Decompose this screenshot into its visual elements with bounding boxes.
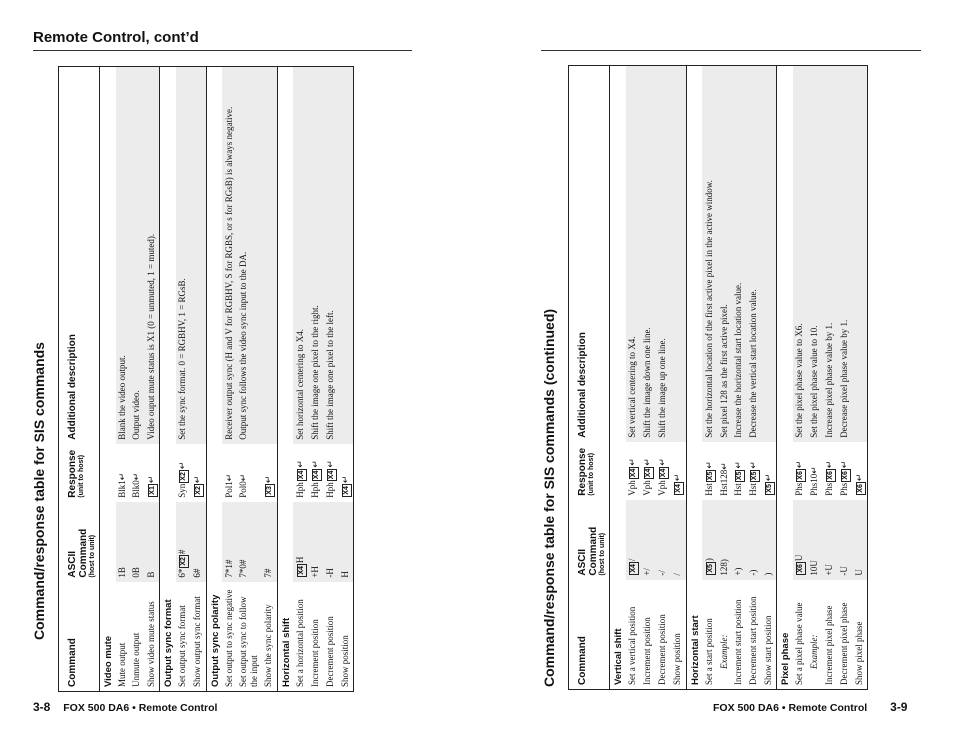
table-row <box>746 66 761 690</box>
variable-box: X4 <box>297 470 305 480</box>
ascii-cell: 7*0# <box>236 502 262 582</box>
command-cell: Show output sync format <box>192 596 202 687</box>
table-row <box>130 67 144 692</box>
description-cell: Shift the image down one line. <box>641 66 656 442</box>
command-cell: Set a horizontal position <box>294 599 305 687</box>
ascii-cell: X4H <box>293 502 308 582</box>
ascii-cell: X6U <box>793 500 808 580</box>
description-cell <box>262 67 278 444</box>
column-header: Response (unit to host) <box>569 442 610 500</box>
section-title: Pixel phase <box>777 66 793 690</box>
ascii-cell: +/ <box>641 500 656 580</box>
description-cell: Blank the video output. <box>116 67 130 444</box>
response-cell: HstX5↵ <box>732 461 743 496</box>
command-table <box>58 66 354 692</box>
header-rule-right <box>541 50 921 51</box>
response-cell: HphX4↵ <box>294 460 305 498</box>
table-row <box>731 66 746 690</box>
ascii-cell: -H <box>323 502 338 582</box>
response-cell: Pol1↵ <box>223 473 234 498</box>
command-cell: Decrement pixel phase <box>838 602 849 685</box>
description-cell <box>761 66 777 442</box>
ascii-cell: X5) <box>702 500 717 580</box>
command-cell: Set output sync format <box>177 605 187 687</box>
table-row <box>761 66 777 690</box>
variable-box: X6 <box>826 471 834 480</box>
table-row <box>808 66 822 690</box>
section-title: Horizontal shift <box>277 67 293 692</box>
ascii-cell: +U <box>822 500 837 580</box>
command-cell: Mute output <box>117 642 127 687</box>
variable-box: X4 <box>342 486 350 495</box>
response-cell: HstX5↵ <box>703 461 714 496</box>
variable-box: X4 <box>675 484 682 493</box>
response-cell: X4↵ <box>672 473 682 493</box>
page-number: 3-8 <box>33 700 51 714</box>
table-row <box>338 67 354 692</box>
table-row <box>222 67 236 692</box>
variable-box: X6 <box>841 471 849 480</box>
column-header: Additional description <box>569 66 610 442</box>
ascii-cell: U <box>852 500 868 580</box>
table-row <box>236 67 262 692</box>
table-row <box>793 66 808 690</box>
variable-box: X4 <box>630 564 637 573</box>
header-row <box>59 67 100 692</box>
section-row <box>277 67 293 692</box>
command-cell: Example: <box>809 634 820 669</box>
description-cell: Shift the image up one line. <box>656 66 671 442</box>
table-row <box>293 67 308 692</box>
description-cell <box>338 67 354 444</box>
section-title: Output sync polarity <box>206 67 222 692</box>
ascii-cell: X4/ <box>626 500 641 580</box>
column-header: ASCII Command (host to unit) <box>59 502 100 582</box>
table-row <box>176 67 191 692</box>
section-row <box>206 67 222 692</box>
response-cell: SynX2↵ <box>177 461 187 498</box>
section-row <box>160 67 176 692</box>
response-cell: HphX4↵ <box>324 460 335 498</box>
description-cell <box>671 66 687 442</box>
variable-box: X4 <box>312 470 320 480</box>
variable-box: X4 <box>630 468 637 478</box>
variable-box: X2 <box>180 472 187 481</box>
response-cell: X1↵ <box>145 475 156 495</box>
variable-box: X1 <box>148 486 156 495</box>
description-cell: Increase the horizontal start location value. <box>731 66 746 442</box>
command-cell: Set a vertical position <box>627 606 637 685</box>
header-rule-left <box>33 50 412 51</box>
description-cell <box>191 67 207 444</box>
table-row <box>262 67 278 692</box>
ascii-cell: 7*1# <box>222 502 236 582</box>
variable-box: X3 <box>266 486 274 495</box>
description-cell: Shift the image one pixel to the left. <box>323 67 338 444</box>
response-cell: PhsX6↵ <box>794 460 805 496</box>
variable-box: X4 <box>660 468 667 478</box>
table-row <box>837 66 852 690</box>
table-row <box>717 66 731 690</box>
response-cell: Blk1↵ <box>117 472 127 498</box>
table-title-left: Command/response table for SIS commands <box>31 342 47 640</box>
description-cell: Set horizontal centering to X4. <box>293 67 308 444</box>
table-row <box>852 66 868 690</box>
variable-box: X5 <box>735 471 743 481</box>
response-cell: Pol0↵ <box>237 473 248 498</box>
command-cell: Show position <box>339 635 350 687</box>
description-cell: Set vertical centering to X4. <box>626 66 641 442</box>
table-row <box>323 67 338 692</box>
footer-text: FOX 500 DA6 • Remote Control <box>713 702 868 714</box>
table-row <box>116 67 130 692</box>
table-row <box>671 66 687 690</box>
ascii-cell: -U <box>837 500 852 580</box>
variable-box: X6 <box>797 564 805 573</box>
variable-box: X4 <box>327 470 335 480</box>
variable-box: X4 <box>297 566 305 575</box>
section-title: Video mute <box>103 635 114 687</box>
command-cell: Example: <box>718 634 729 669</box>
sis-table-left <box>58 66 354 692</box>
page-header: Remote Control, cont’d <box>33 29 199 46</box>
ascii-cell: +) <box>731 500 746 580</box>
response-cell: VphX4↵ <box>657 458 667 496</box>
ascii-cell: 128) <box>717 500 731 580</box>
variable-box: X6 <box>856 484 864 493</box>
command-cell: Set a pixel phase value <box>794 602 805 685</box>
command-cell: Increment start position <box>732 599 743 685</box>
section-row <box>100 67 116 692</box>
description-cell: Set the horizontal location of the first active pixel in the active window. <box>702 66 717 442</box>
description-cell: Shift the image one pixel to the right. <box>308 67 323 444</box>
command-cell: Show the sync polarity <box>263 604 274 687</box>
section-row <box>686 66 702 690</box>
variable-box: X4 <box>645 468 652 478</box>
page-number: 3-9 <box>890 700 908 714</box>
section-title: Horizontal start <box>686 66 702 690</box>
footer-right <box>713 700 917 714</box>
ascii-cell: / <box>671 500 687 580</box>
command-cell: Increment pixel phase <box>823 605 834 685</box>
table-row <box>626 66 641 690</box>
command-cell: Set output to sync negative <box>223 589 234 687</box>
command-cell: Increment position <box>642 617 652 685</box>
command-cell: Decrement position <box>324 616 335 687</box>
table-title-right: Command/response table for SIS commands (continued) <box>541 308 557 687</box>
response-cell: VphX4↵ <box>642 458 652 496</box>
command-cell: Unmute output <box>131 632 142 687</box>
ascii-cell: 10U <box>808 500 822 580</box>
table-row <box>702 66 717 690</box>
section-row <box>777 66 793 690</box>
table-row <box>308 67 323 692</box>
ascii-cell: 7# <box>262 502 278 582</box>
variable-box: X5 <box>750 471 758 481</box>
variable-box: X2 <box>195 486 202 495</box>
ascii-cell: +H <box>308 502 323 582</box>
sis-table-right <box>568 65 868 690</box>
response-cell: VphX4↵ <box>627 458 637 496</box>
table-row <box>191 67 207 692</box>
ascii-cell: 6# <box>191 502 207 582</box>
variable-box: X5 <box>706 564 714 573</box>
ascii-cell: H <box>338 502 354 582</box>
column-header: ASCII Command (host to unit) <box>569 500 610 580</box>
response-cell: PhsX6↵ <box>838 460 849 496</box>
response-cell: X2↵ <box>192 475 202 495</box>
command-cell: Set a start position <box>703 618 714 685</box>
response-cell: X4↵ <box>339 475 350 495</box>
description-cell: Receiver output sync (H and V for RGBHV, S for RGBS, or s for RGsB) is always negative. <box>222 67 236 444</box>
column-header: Command <box>59 582 100 692</box>
description-cell: Decrease pixel phase value by 1. <box>837 66 852 442</box>
description-cell: Increase pixel phase value by 1. <box>822 66 837 442</box>
ascii-cell: 1B <box>116 502 130 582</box>
response-cell: X5↵ <box>762 473 773 493</box>
description-cell: Decrease the vertical start location value. <box>746 66 761 442</box>
response-cell: Blk0↵ <box>131 472 142 498</box>
description-cell: Set the pixel phase value to X6. <box>793 66 808 442</box>
table-row <box>822 66 837 690</box>
command-cell: Decrement start position <box>747 596 758 685</box>
variable-box: X2 <box>180 557 187 566</box>
description-cell: Set the pixel phase value to 10. <box>808 66 822 442</box>
ascii-cell: -) <box>746 500 761 580</box>
table-row <box>656 66 671 690</box>
response-cell: Phs10↵ <box>809 466 820 496</box>
response-cell: HphX4↵ <box>309 460 320 498</box>
ascii-cell: 6*X2# <box>176 502 191 582</box>
command-cell: Increment position <box>309 619 320 687</box>
table-row <box>641 66 656 690</box>
column-header: Response (unit to host) <box>59 444 100 502</box>
ascii-cell: ) <box>761 500 777 580</box>
description-cell: Output video. <box>130 67 144 444</box>
variable-box: X6 <box>797 471 805 480</box>
command-table <box>568 65 868 690</box>
column-header: Command <box>569 580 610 690</box>
table-row <box>144 67 160 692</box>
description-cell: Set pixel 128 as the first active pixel. <box>717 66 731 442</box>
ascii-cell: -/ <box>656 500 671 580</box>
command-cell: Decrement position <box>657 614 667 685</box>
command-cell: Show start position <box>762 615 773 685</box>
variable-box: X5 <box>765 484 773 493</box>
column-header: Additional description <box>59 67 100 444</box>
command-cell: Show position <box>672 633 682 685</box>
section-title: Vertical shift <box>613 628 624 685</box>
response-cell: PhsX6↵ <box>823 460 834 496</box>
footer-text: FOX 500 DA6 • Remote Control <box>63 702 218 714</box>
description-cell: Output sync follows the video sync input to the DA. <box>236 67 262 444</box>
response-cell: X3↵ <box>263 475 274 495</box>
description-cell: Video ouput mute status is X1 (0 = unmuted, 1 = muted). <box>144 67 160 444</box>
section-title: Output sync format <box>160 67 176 692</box>
section-row <box>610 66 626 690</box>
ascii-cell: B <box>144 502 160 582</box>
ascii-cell: 0B <box>130 502 144 582</box>
command-cell: Show video mute status <box>145 601 156 687</box>
description-cell <box>852 66 868 442</box>
response-cell: HstX5↵ <box>747 461 758 496</box>
header-row <box>569 66 610 690</box>
response-cell: Hst128↵ <box>718 462 729 496</box>
response-cell: X6↵ <box>853 473 864 493</box>
command-cell: Set output sync to follow the input <box>237 596 259 687</box>
command-cell: Show pixel phase <box>853 621 864 685</box>
variable-box: X5 <box>706 471 714 481</box>
description-cell: Set the sync format. 0 = RGBHV, 1 = RGsB. <box>176 67 191 444</box>
footer-left <box>33 700 217 714</box>
